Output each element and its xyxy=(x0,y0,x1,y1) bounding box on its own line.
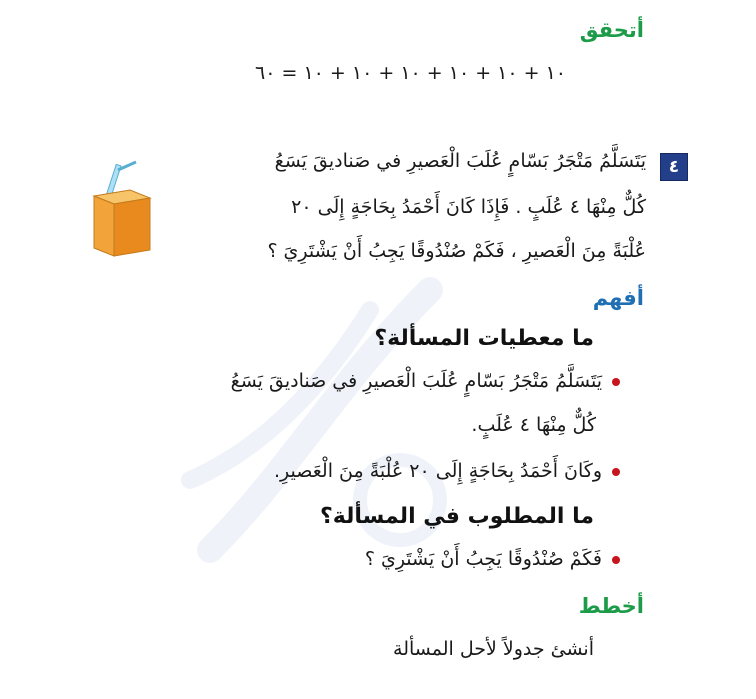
given-item-2-text: وكَانَ أَحْمَدُ بِحَاجَةٍ إِلَى ٢٠ عُلْبَةً مِنَ الْعَصيرِ. xyxy=(274,460,602,482)
required-heading: ما المطلوب في المسألة؟ xyxy=(320,504,594,529)
problem-number-badge xyxy=(660,153,688,181)
juice-box-icon xyxy=(88,160,158,260)
problem-number: ٤ xyxy=(668,157,680,177)
understand-heading: أفهم xyxy=(592,286,644,310)
given-item-1-text: يَتَسَلَّمُ مَتْجَرُ بَسّامٍ عُلَبَ الْعَصيرِ في صَناديقَ يَسَعُ xyxy=(230,370,602,392)
required-item-text: فَكَمْ صُنْدُوقًا يَجِبُ أَنْ يَشْتَرِيَ ؟ xyxy=(364,548,602,570)
watermark xyxy=(170,250,470,580)
check-heading: أتحقق xyxy=(579,18,644,42)
plan-heading: أخطط xyxy=(578,594,644,618)
bullet-icon xyxy=(612,468,620,476)
given-item-1-cont: كُلٌّ مِنْهَا ٤ عُلَبٍ. xyxy=(471,414,596,436)
problem-line-1: يَتَسَلَّمُ مَتْجَرُ بَسّامٍ عُلَبَ الْعَصيرِ في صَناديقَ يَسَعُ xyxy=(274,150,646,172)
plan-text: أنشئ جدولاً لأحل المسألة xyxy=(393,638,594,660)
given-heading: ما معطيات المسألة؟ xyxy=(374,326,594,351)
check-equation: ١٠ + ١٠ + ١٠ + ١٠ + ١٠ + ١٠ = ٦٠ xyxy=(255,62,566,84)
given-item-2 xyxy=(274,460,620,482)
given-item-1 xyxy=(231,370,620,392)
problem-line-2: كُلٌّ مِنْهَا ٤ عُلَبٍ . فَإِذَا كَانَ أَحْمَدُ بِحَاجَةٍ إِلَى ٢٠ xyxy=(291,196,646,218)
bullet-icon xyxy=(612,556,620,564)
required-item xyxy=(365,548,620,570)
problem-line-3: عُلْبَةً مِنَ الْعَصيرِ ، فَكَمْ صُنْدُوقًا يَجِبُ أَنْ يَشْتَرِيَ ؟ xyxy=(267,240,646,262)
bullet-icon xyxy=(612,378,620,386)
